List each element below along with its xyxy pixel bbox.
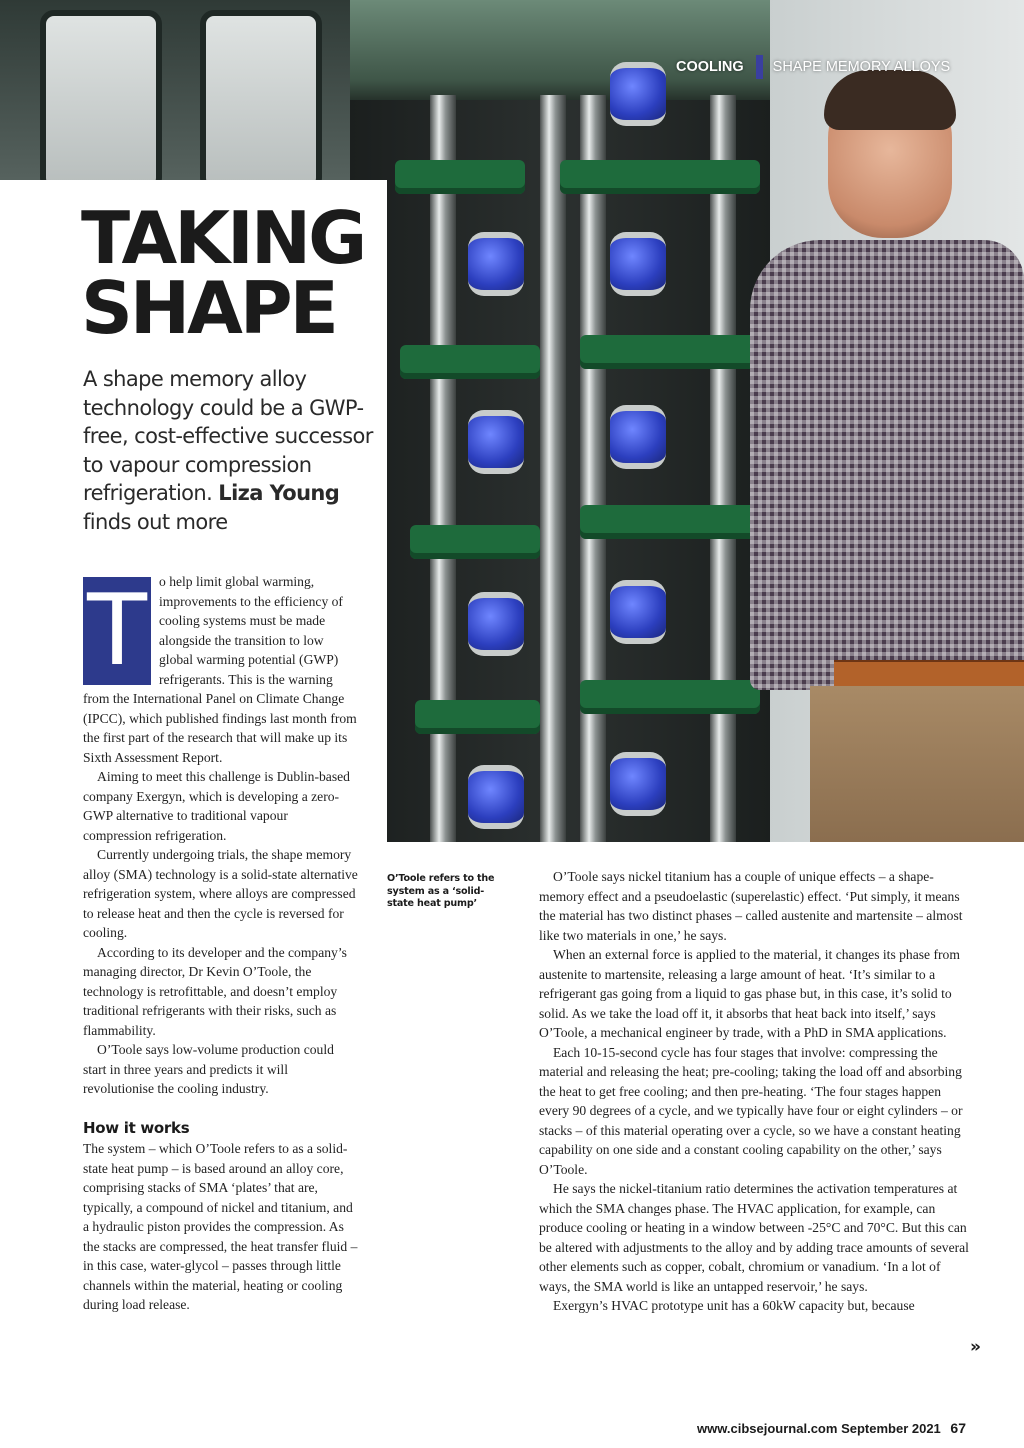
belt [834, 660, 1024, 688]
topic-label: SHAPE MEMORY ALLOYS [772, 59, 951, 75]
page-number: 67 [950, 1420, 966, 1436]
blue-bellow [610, 232, 666, 296]
machine-rod [580, 95, 606, 842]
page-footer [697, 1420, 966, 1436]
green-clamp [410, 525, 540, 559]
window-pane [200, 10, 322, 192]
trousers [810, 686, 1024, 842]
section-divider [756, 55, 763, 79]
green-clamp [415, 700, 540, 734]
green-clamp [560, 160, 760, 194]
body-column-1 [83, 572, 358, 1315]
blue-bellow [468, 410, 524, 474]
footer-date: September 2021 [841, 1421, 941, 1436]
background-wall [0, 0, 360, 180]
standfirst [83, 365, 383, 536]
drop-cap: T [83, 577, 151, 685]
green-clamp [395, 160, 525, 194]
paragraph: The system – which O’Toole refers to as a solid-state heat pump – is based around an alloy core, comprising stacks of SMA ‘plates’ that are, typically, a compound of nickel and titanium, and a hydraulic piston provides the compression. As the stacks are compressed, the heat transfer fluid – in this case, water-glycol – passes through little channels within the material, heating or cooling during load release. [83, 1141, 358, 1312]
blue-bellow [610, 752, 666, 816]
standfirst-text: A shape memory alloy technology could be a GWP-free, cost-effective successor to vapour compression refrigeration. [83, 367, 373, 505]
blue-bellow [610, 62, 666, 126]
blue-bellow [468, 765, 524, 829]
green-clamp [580, 335, 760, 369]
paragraph: O’Toole says nickel titanium has a couple of unique effects – a shape-memory effect and a pseudoelastic (superelastic) effect. ‘Put simply, it means the material has two distinct phases – called austenite and martensite – almost like two materials in one,’ he says. [539, 869, 963, 943]
author-suffix: finds out more [83, 509, 228, 534]
portrait-kevin-otoole [750, 60, 1024, 842]
window-pane [40, 10, 162, 192]
body-column-2 [539, 867, 969, 1316]
hair [824, 70, 956, 130]
blue-bellow [610, 580, 666, 644]
section-tag [676, 56, 950, 78]
blue-bellow [468, 592, 524, 656]
paragraph: He says the nickel-titanium ratio determines the activation temperatures at which the SMA changes phase. The HVAC application, for example, can produce cooling or heating in a window between -25°C and 70°C. But this can be altered with adjustments to the alloy and by adding trace amounts of several other elements such as copper, cobalt, chromium or vanadium. ‘In a lot of ways, the SMA world is like an untapped reservoir,’ he says. [539, 1181, 969, 1294]
paragraph: Currently undergoing trials, the shape memory alloy (SMA) technology is a solid-state alternative refrigeration system, where alloys are compressed to release heat and then the cycle is reversed for cooling. [83, 847, 358, 940]
paragraph [83, 572, 358, 767]
green-clamp [580, 505, 760, 539]
title-line-1: TAKING [81, 196, 365, 280]
green-clamp [400, 345, 540, 379]
subhead-how-it-works: How it works [83, 1118, 190, 1137]
machine-rod [540, 95, 566, 842]
section-label: COOLING [676, 59, 744, 75]
paragraph: O’Toole says low-volume production could start in three years and predicts it will revolutionise the cooling industry. [83, 1042, 334, 1096]
checked-shirt [750, 240, 1024, 690]
blue-bellow [468, 232, 524, 296]
photo-caption: O’Toole refers to the system as a ‘solid-state heat pump’ [387, 873, 495, 910]
article-title [81, 196, 381, 350]
paragraph: Each 10-15-second cycle has four stages that involve: compressing the material and releasing the heat; pre-cooling; taking the load off and absorbing the heat to get free cooling; and then pre-heating. ‘The four stages happen every 90 degrees of a cycle, and we typically have four or eight cylinders – or stacks – of this material operating over a cycle, so we have a constant heating capability on one side and a constant cooling capability on the other,’ says O’Toole. [539, 1044, 963, 1177]
blue-bellow [610, 405, 666, 469]
paragraph: According to its developer and the company’s managing director, Dr Kevin O’Toole, the technology is retrofittable, and doesn’t employ traditional refrigerants with their risks, such as flammability. [83, 944, 347, 1038]
paragraph-text: o help limit global warming, improvements to the efficiency of cooling systems must be made alongside the transition to low global warming potential (GWP) refrigerants. This is the warning from the International Panel on Climate Change (IPCC), which published findings last month from the first part of the research that will make up its Sixth Assessment Report. [83, 574, 357, 765]
double-chevron-right-icon: » [970, 1337, 981, 1357]
paragraph: Exergyn’s HVAC prototype unit has a 60kW capacity but, because [553, 1298, 915, 1313]
paragraph: When an external force is applied to the material, it changes its phase from austenite to martensite, releasing a large amount of heat. ‘It’s similar to a refrigerant gas going from a liquid to gas phase but, in this case, it’s solid to solid. As we take the load off it, it absorbs that heat back into itself,’ says O’Toole, a mechanical engineer by trade, with a PhD in SMA applications. [539, 947, 960, 1040]
paragraph: Aiming to meet this challenge is Dublin-based company Exergyn, which is developing a zero-GWP alternative to traditional vapour compression refrigeration. [83, 769, 350, 843]
green-clamp [580, 680, 760, 714]
machine-top-cap [350, 0, 770, 100]
author-name: Liza Young [218, 481, 340, 505]
machine-rod [710, 95, 736, 842]
title-line-2: SHAPE [81, 266, 336, 350]
footer-url: www.cibsejournal.com [697, 1421, 838, 1436]
